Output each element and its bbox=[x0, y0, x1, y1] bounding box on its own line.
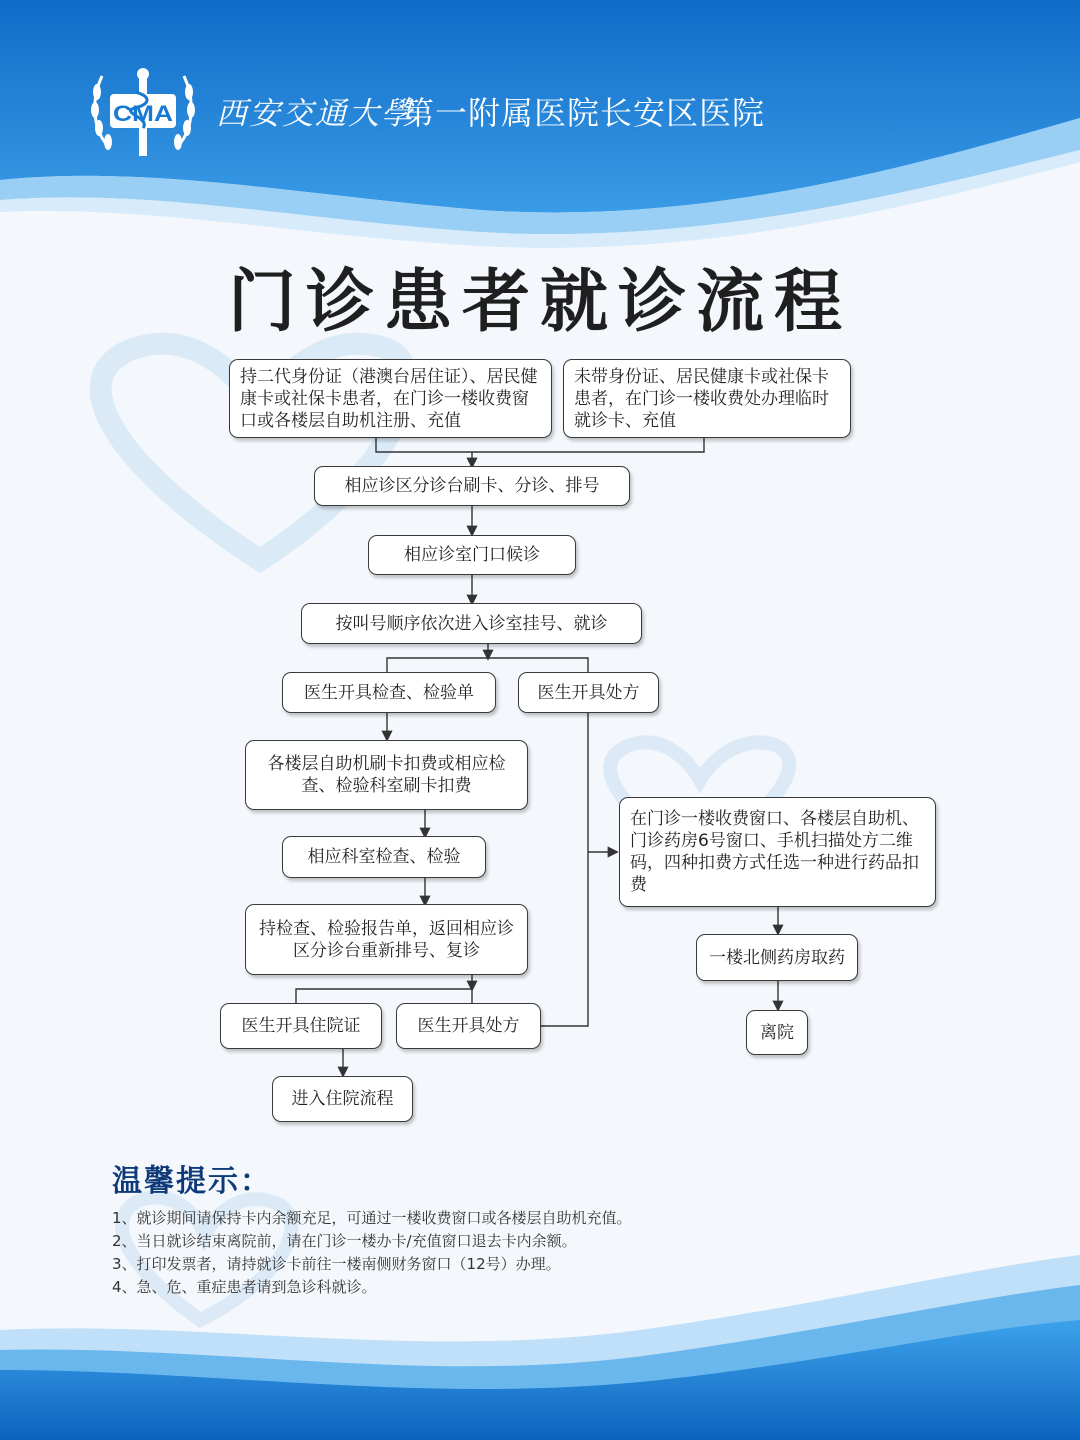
flow-step-call-number: 按叫号顺序依次进入诊室挂号、就诊 bbox=[301, 603, 642, 644]
flow-step-do-exam: 相应科室检查、检验 bbox=[282, 836, 486, 878]
tips-title: 温馨提示： bbox=[112, 1164, 272, 1199]
flow-step-pay-drug: 在门诊一楼收费窗口、各楼层自助机、门诊药房6号窗口、手机扫描处方二维码，四种扣费方式任选一种进行药品扣费 bbox=[619, 797, 936, 907]
flow-step-inpatient: 进入住院流程 bbox=[272, 1076, 413, 1122]
cma-logo bbox=[88, 62, 198, 162]
flow-step-pharmacy: 一楼北侧药房取药 bbox=[696, 934, 858, 981]
tip-item: 3、打印发票者，请持就诊卡前往一楼南侧财务窗口（12号）办理。 bbox=[112, 1255, 561, 1273]
flow-step-triage: 相应诊区分诊台刷卡、分诊、排号 bbox=[314, 466, 630, 506]
tip-item: 2、当日就诊结束离院前，请在门诊一楼办卡/充值窗口退去卡内余额。 bbox=[112, 1232, 577, 1250]
hospital-name: 第一附属医院长安区医院 bbox=[402, 94, 766, 132]
tips-list bbox=[112, 1207, 632, 1299]
university-name: 西安交通大學 bbox=[216, 96, 414, 132]
flow-step-wait: 相应诊室门口候诊 bbox=[368, 535, 576, 575]
flow-step-id-card-holders: 持二代身份证（港澳台居住证）、居民健康卡或社保卡患者，在门诊一楼收费窗口或各楼层自助机注册、充值 bbox=[229, 359, 552, 438]
flow-step-pay-exam: 各楼层自助机刷卡扣费或相应检查、检验科室刷卡扣费 bbox=[245, 740, 528, 810]
page-title: 门诊患者就诊流程 bbox=[227, 263, 852, 342]
svg-text:CMA: CMA bbox=[113, 101, 174, 126]
flow-step-exam-order: 医生开具检查、检验单 bbox=[282, 672, 496, 713]
tip-item: 1、就诊期间请保持卡内余额充足，可通过一楼收费窗口或各楼层自助机充值。 bbox=[112, 1209, 632, 1227]
flow-step-admission-cert: 医生开具住院证 bbox=[220, 1003, 382, 1049]
flow-step-no-id-card: 未带身份证、居民健康卡或社保卡患者，在门诊一楼收费处办理临时就诊卡、充值 bbox=[563, 359, 851, 438]
tip-item: 4、急、危、重症患者请到急诊科就诊。 bbox=[112, 1278, 377, 1296]
flow-step-prescription: 医生开具处方 bbox=[518, 672, 659, 713]
flow-step-leave: 离院 bbox=[746, 1010, 808, 1055]
flow-step-return-report: 持检查、检验报告单，返回相应诊区分诊台重新排号、复诊 bbox=[245, 904, 528, 975]
flow-step-prescription-2: 医生开具处方 bbox=[396, 1003, 541, 1049]
